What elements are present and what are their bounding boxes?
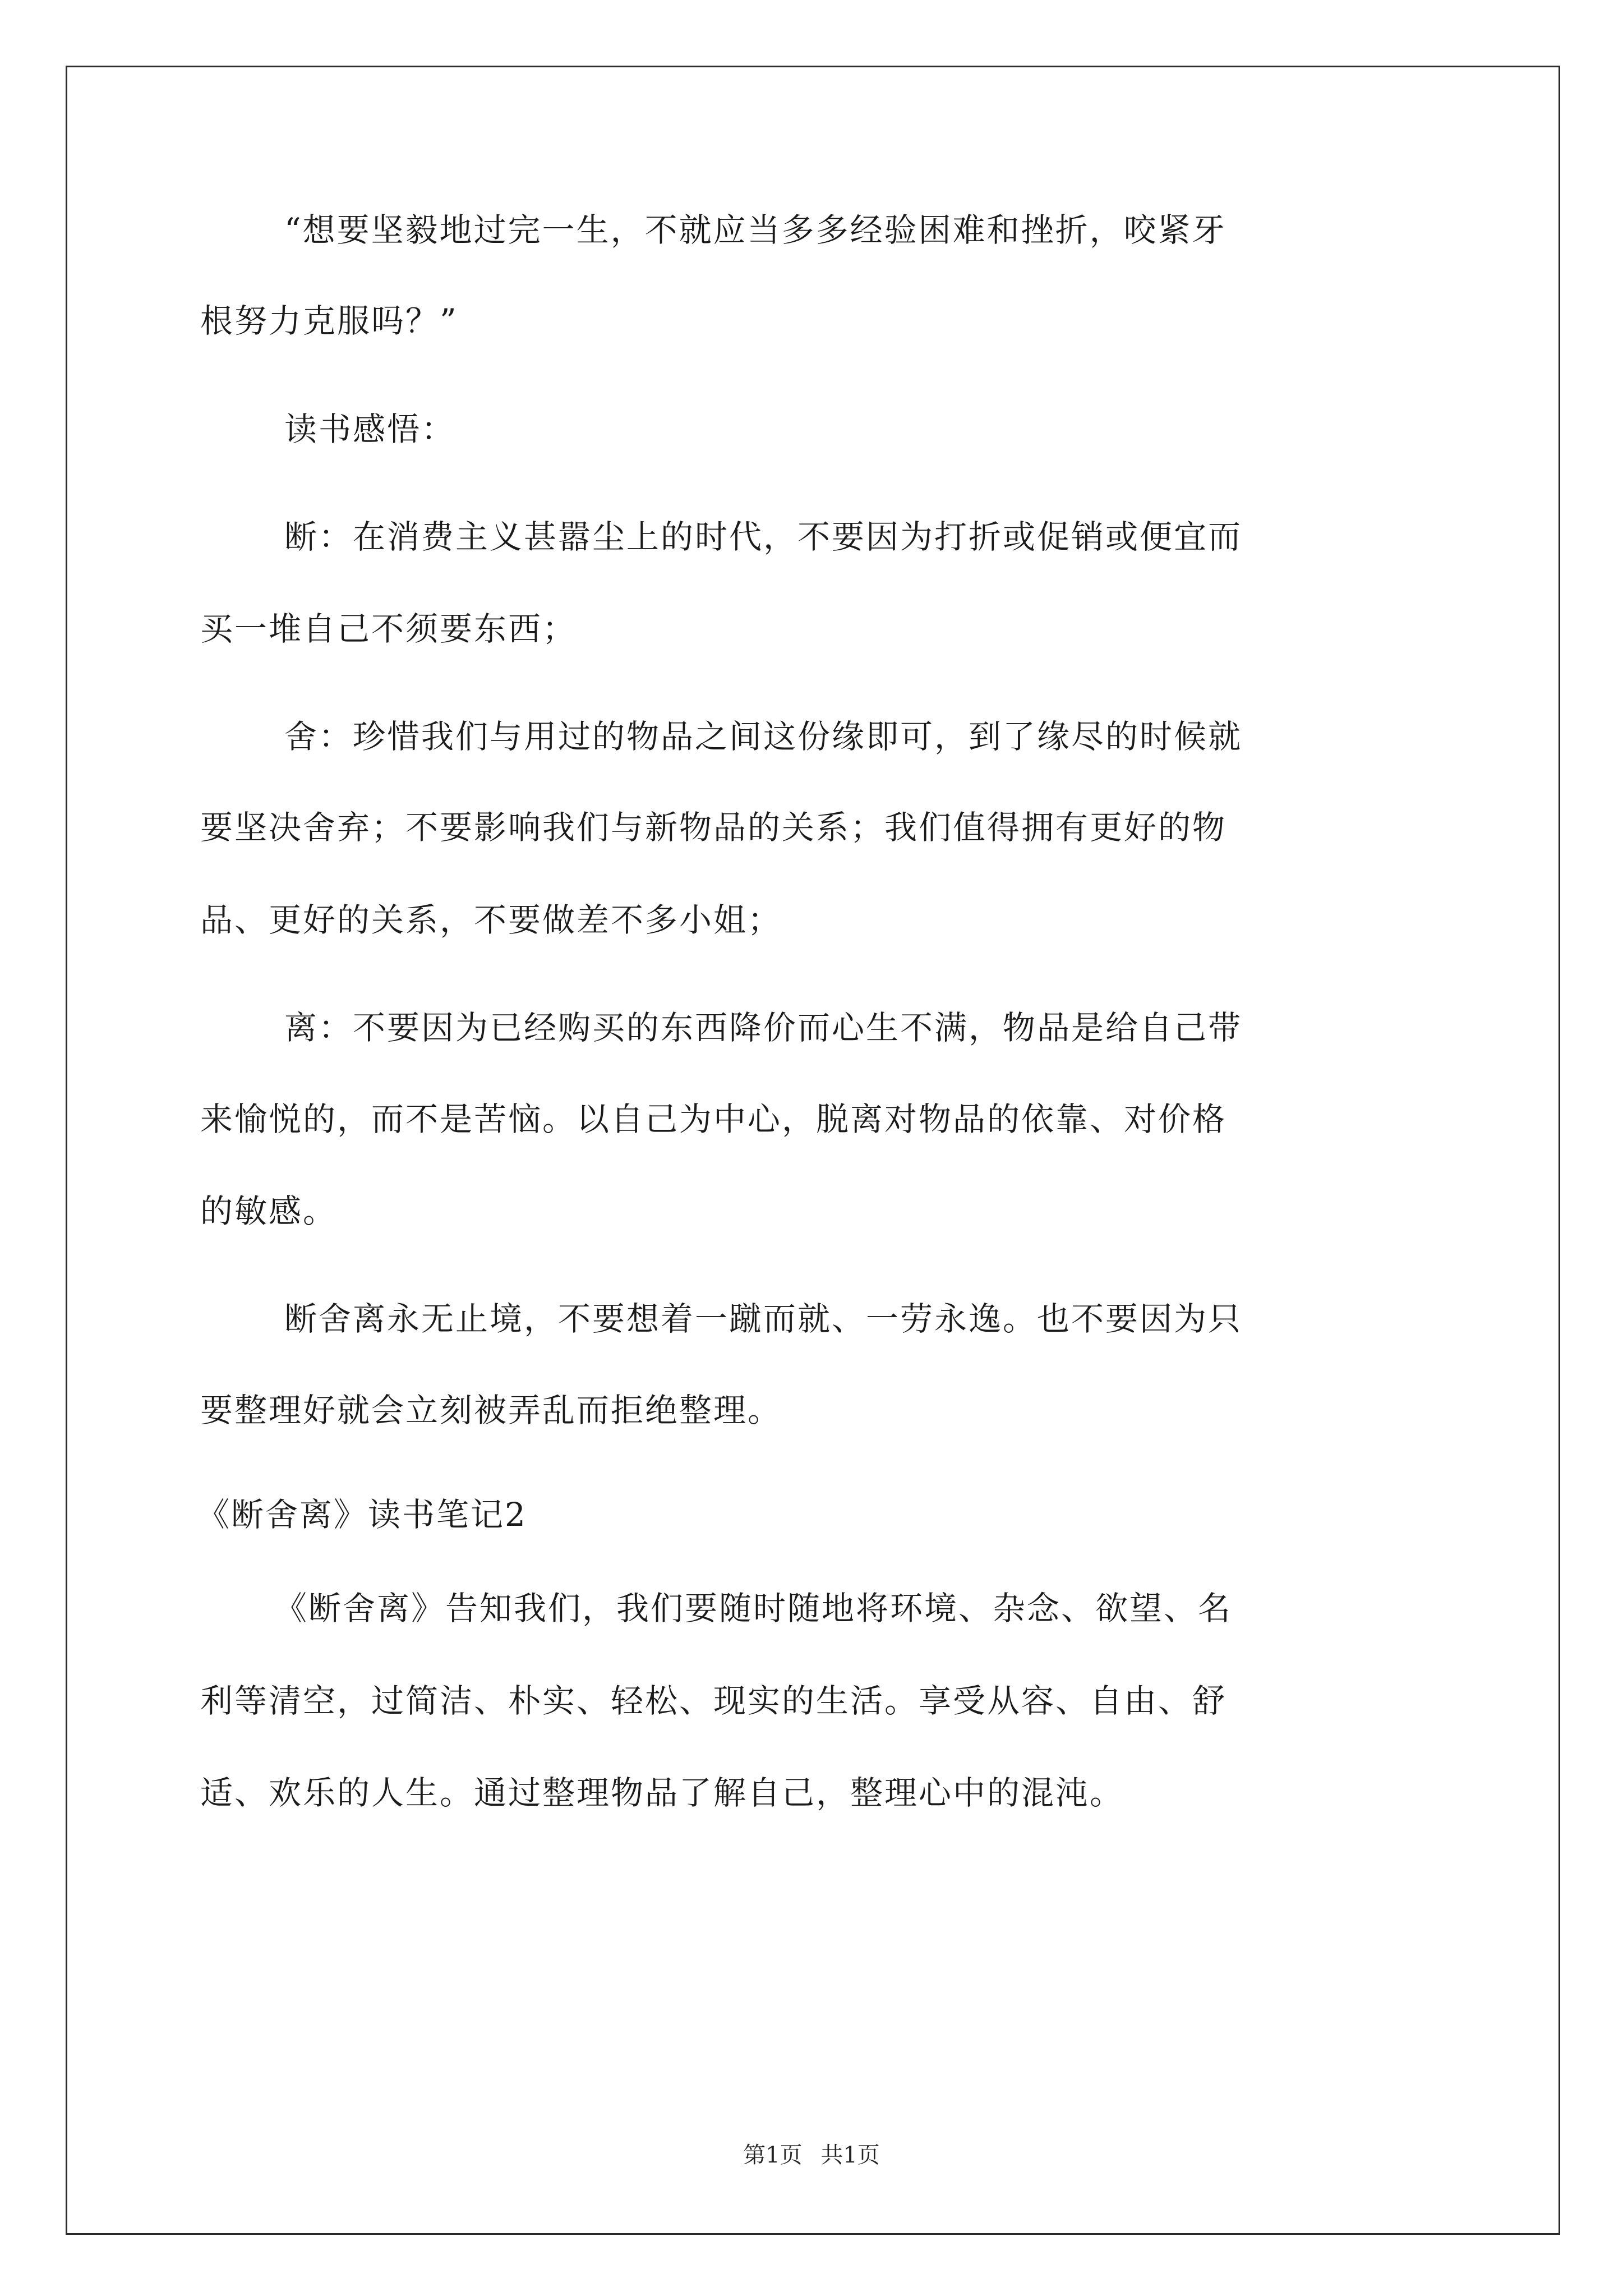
paragraph-line: 利等清空，过简洁、朴实、轻松、现实的生活。享受从容、自由、舒 [200,1682,1227,1720]
paragraph-line: 根努力克服吗？” [200,302,458,340]
paragraph-line: 适、欢乐的人生。通过整理物品了解自己，整理心中的混沌。 [200,1774,1124,1812]
paragraph-line: 品、更好的关系，不要做差不多小姐； [200,901,782,939]
section-heading: 读书感悟： [284,410,456,448]
paragraph-line: 要整理好就会立刻被弄乱而拒绝整理。 [200,1391,782,1429]
page-total: 共1页 [820,2142,880,2168]
paragraph-line: 离：不要因为已经购买的东西降价而心生不满，物品是给自己带 [284,1009,1243,1047]
paragraph-line: 来愉悦的，而不是苦恼。以自己为中心，脱离对物品的依靠、对价格 [200,1100,1227,1138]
chapter-title: 《断舍离》读书笔记2 [197,1496,527,1534]
paragraph-line: “想要坚毅地过完一生，不就应当多多经验困难和挫折，咬紧牙 [284,211,1227,249]
page-footer [0,2142,1623,2169]
paragraph-line: 的敏感。 [200,1192,338,1230]
paragraph-line: 断：在消费主义甚嚣尘上的时代，不要因为打折或促销或便宜而 [284,518,1243,556]
paragraph-line: 买一堆自己不须要东西； [200,610,577,648]
paragraph-line: 舍：珍惜我们与用过的物品之间这份缘即可，到了缘尽的时候就 [284,717,1243,756]
page-border [66,66,1560,2235]
paragraph-line: 《断舍离》告知我们，我们要随时随地将环境、杂念、欲望、名 [274,1589,1233,1627]
paragraph-line: 断舍离永无止境，不要想着一蹴而就、一劳永逸。也不要因为只 [284,1300,1243,1338]
page-number: 第1页 [743,2142,803,2168]
paragraph-line: 要坚决舍弃；不要影响我们与新物品的关系；我们值得拥有更好的物 [200,808,1227,846]
